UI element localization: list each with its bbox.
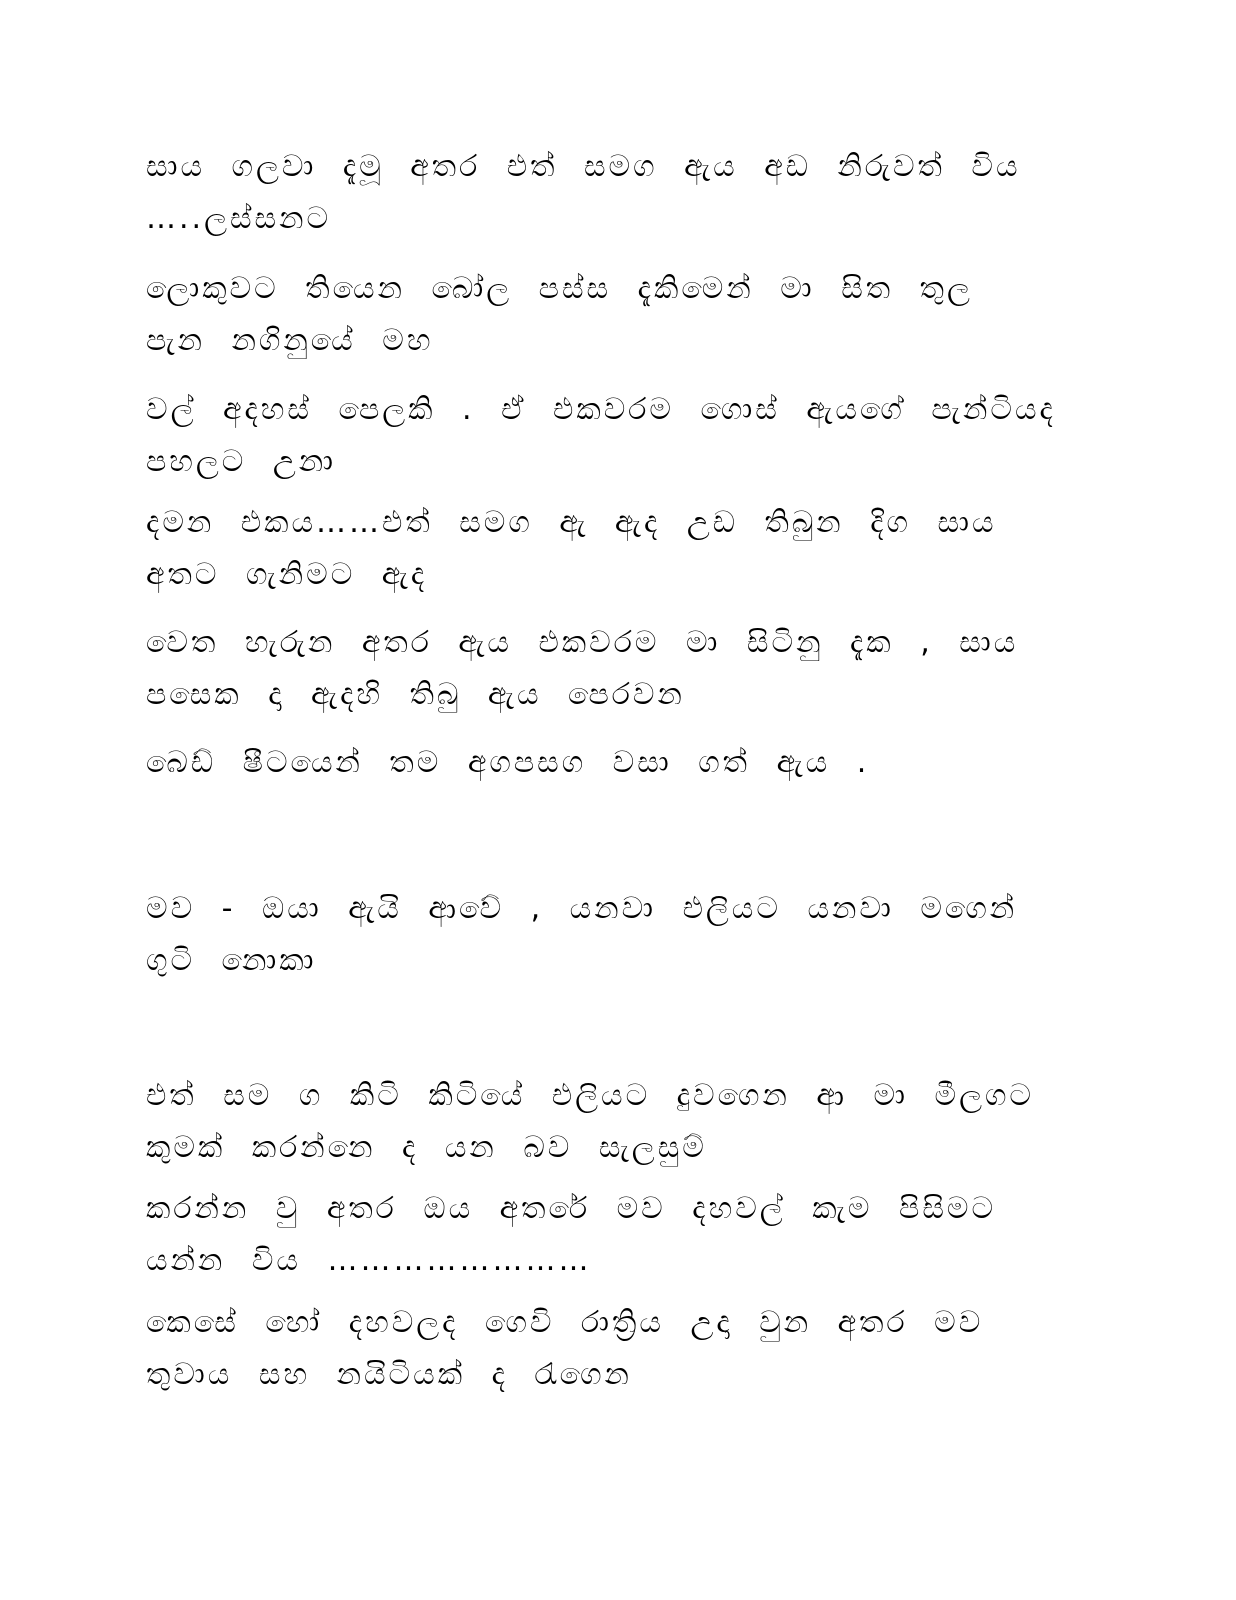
paragraph-line: මව - ඔයා ඇයි ආවේ , යනවා එලියට යනවා මගෙන් xyxy=(146,891,1018,926)
paragraph-line: යන්න විය …………………… xyxy=(146,1243,592,1278)
paragraph-6 xyxy=(146,737,1066,789)
paragraph-line: …..ලස්සනට xyxy=(146,201,332,236)
paragraph-line: වෙත හැරුන අතර ඇය එකවරම මා සිටිනු දැක , සාය xyxy=(146,625,1019,660)
paragraph-line: කෙසේ හෝ දහවලද ගෙවි රාත්‍රිය උදා වුන අතර මව xyxy=(146,1305,984,1340)
paragraph-line: පැන නගිනුයේ මහ xyxy=(146,323,434,358)
paragraph-line: දමන එකය……එත් සමග ඇ ඇද උඩ තිබුන දිග සාය xyxy=(146,505,997,540)
paragraph-4 xyxy=(146,497,1066,601)
paragraph-line: අතට ගැනිමට ඇද xyxy=(146,557,428,592)
paragraph-line: පහලට උනා xyxy=(146,444,337,479)
paragraph-line: පසෙක දා ඇදහි තිබු ඇය පෙරවන xyxy=(146,677,685,712)
paragraph-line: ලොකුවට තියෙන බෝල පස්ස දැකිමෙන් මා සිත තුල xyxy=(146,271,973,306)
paragraph-line: සාය ගලවා දැමූ අතර එත් සමග ඇය අඩ නිරුවත් විය xyxy=(146,149,1021,184)
paragraph-line: කරන්න වු අතර ඔය අතරේ මව දහවල් කැම පිසිමට xyxy=(146,1191,997,1226)
paragraph-3 xyxy=(146,384,1066,488)
paragraph-2 xyxy=(146,263,1066,367)
paragraph-line: තුවාය සහ නයිටියක් ද රැගෙන xyxy=(146,1357,632,1392)
paragraph-line: කුමක් කරන්නෙ ද යන බව සැලසුම් xyxy=(146,1130,707,1165)
paragraph-1 xyxy=(146,141,1066,245)
paragraph-line: බෙඩ් ෂීටයෙන් තම අගපසග වසා ගත් ඇය . xyxy=(146,745,870,780)
paragraph-line: වල් අදහස් පෙලකි . ඒ එකවරම ගොස් ඇයගේ පැන්ටියද xyxy=(146,392,1056,427)
paragraph-10 xyxy=(146,1297,1066,1401)
paragraph-7 xyxy=(146,883,1066,987)
paragraph-9 xyxy=(146,1183,1066,1287)
paragraph-line: ගුටි නොකා xyxy=(146,943,317,978)
paragraph-line: එත් සම ග කිටි කිටියේ එලියට දුවගෙන ආ මා මීලගට xyxy=(146,1078,1034,1113)
paragraph-5 xyxy=(146,617,1066,721)
paragraph-8 xyxy=(146,1070,1066,1174)
